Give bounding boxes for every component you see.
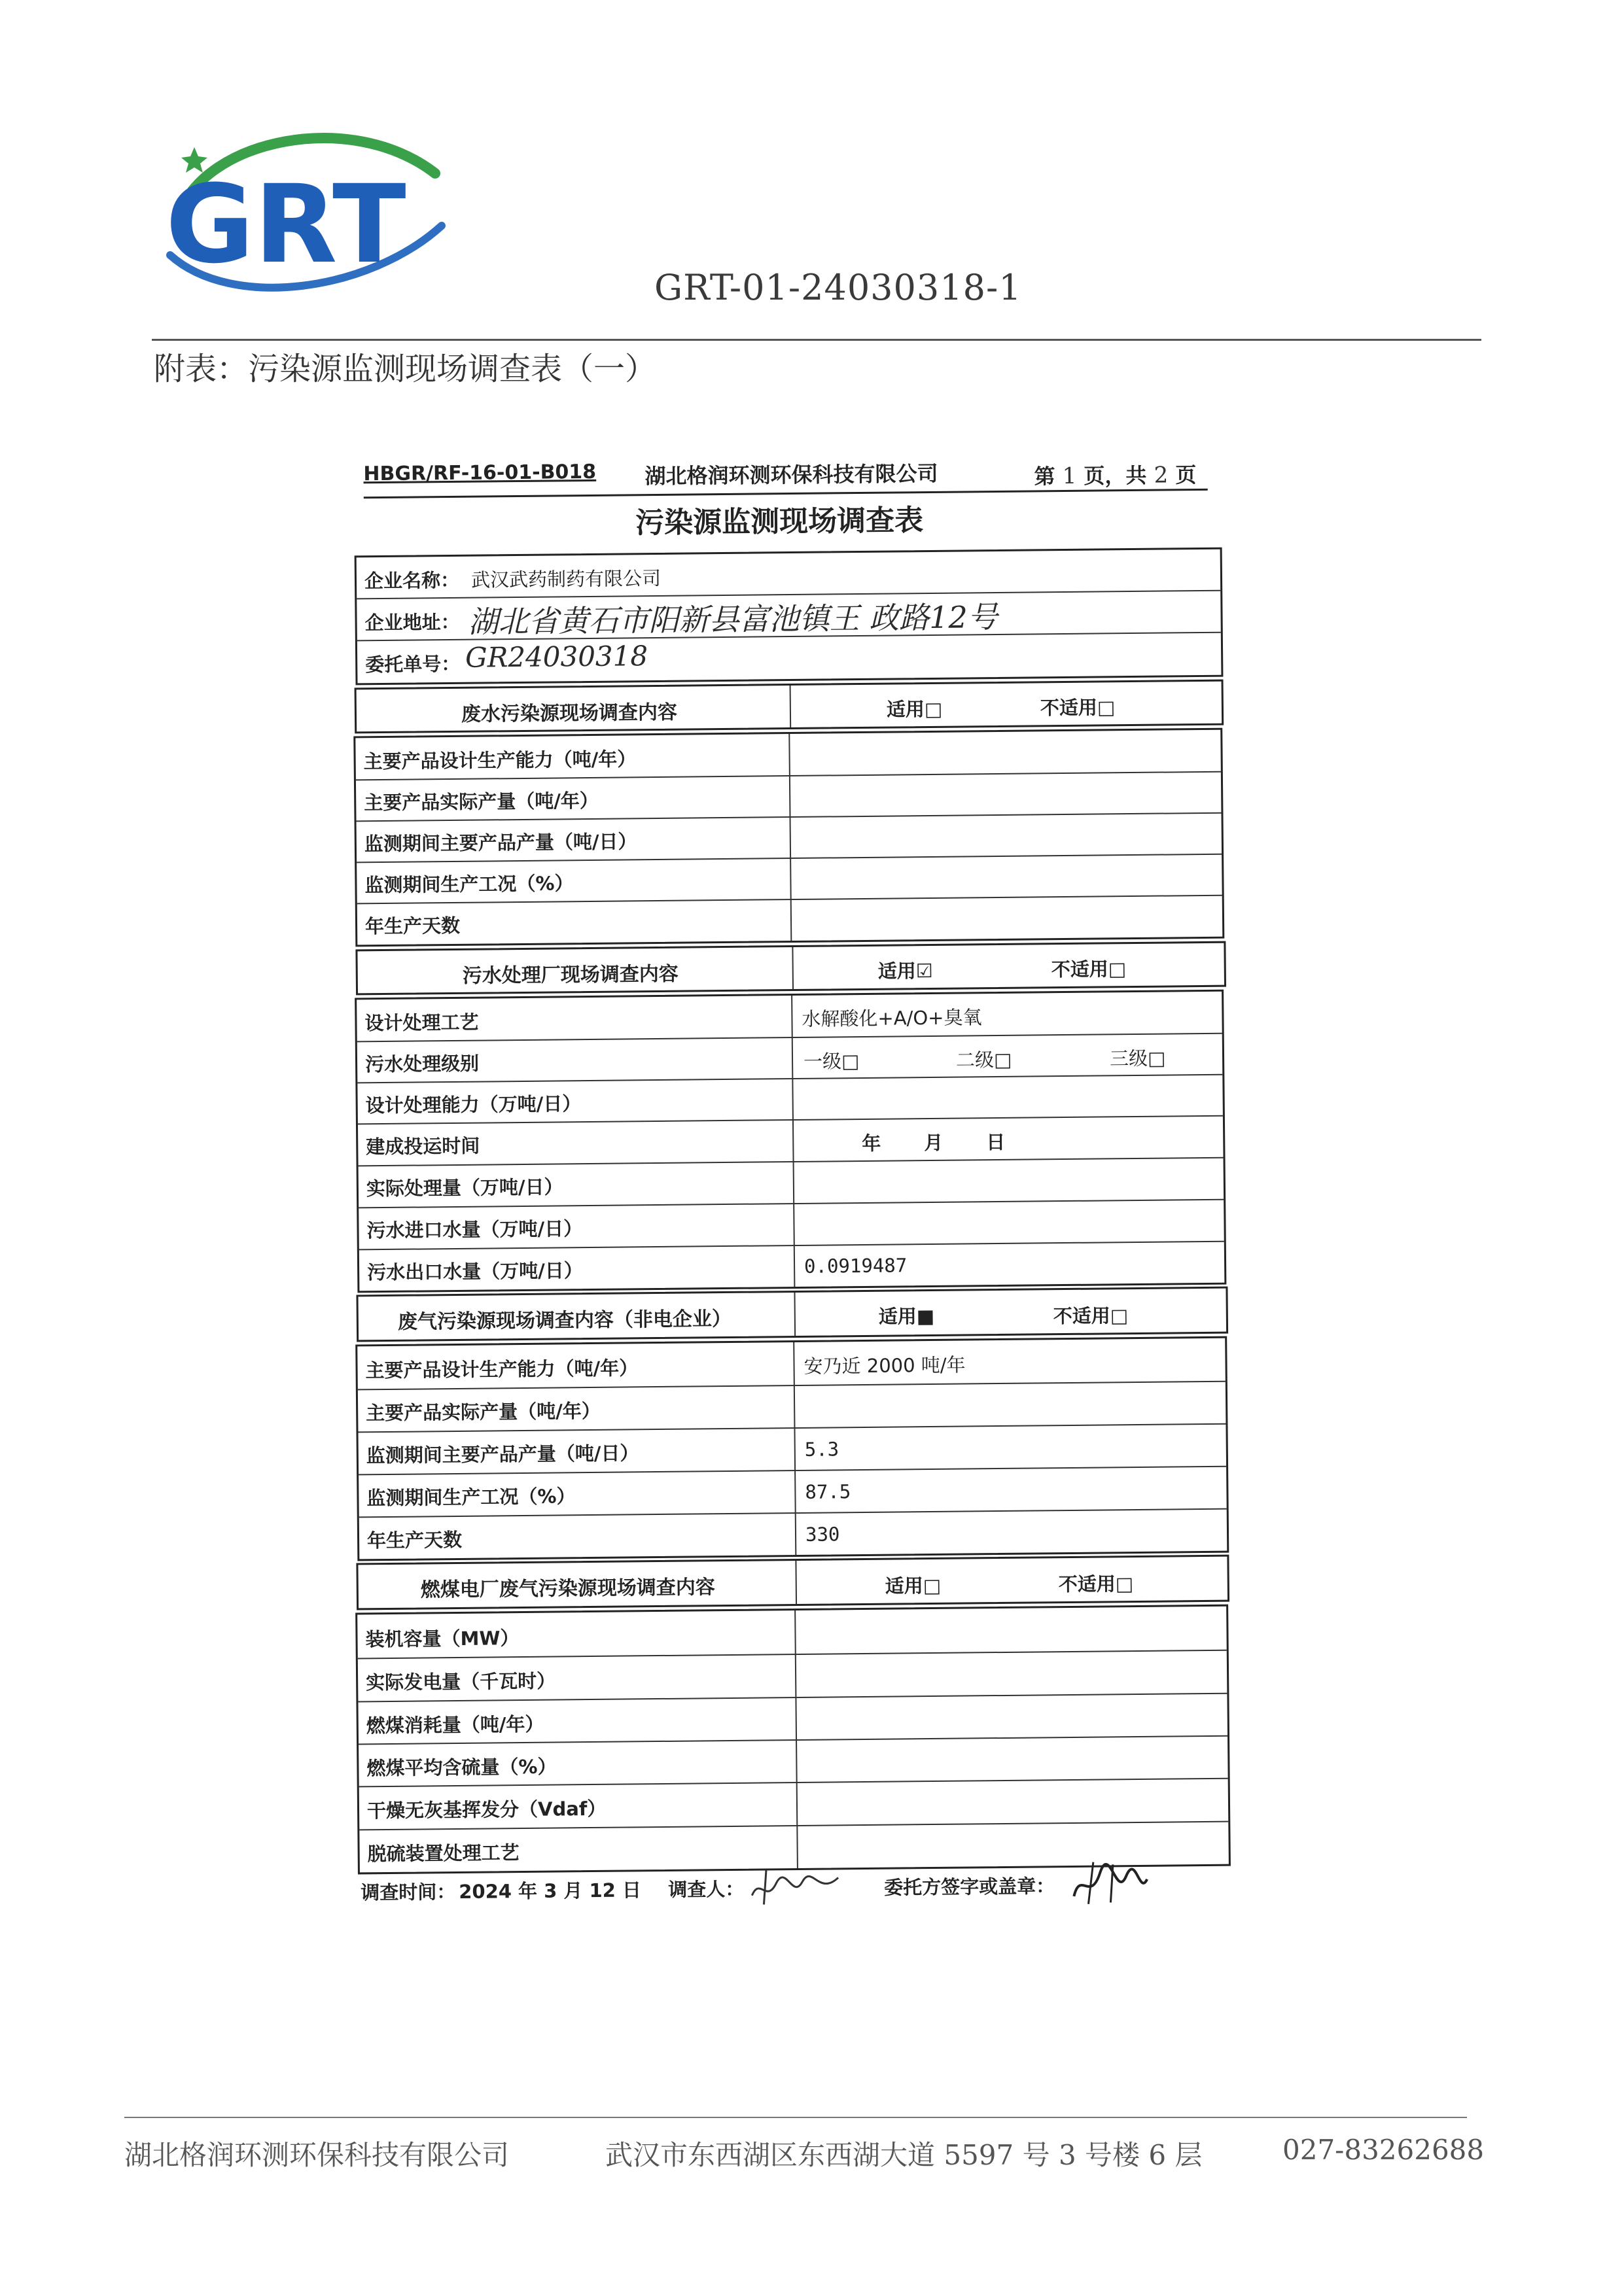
order-number-value: GR24030318 bbox=[465, 640, 648, 674]
coal-plant-not-applicable: 不适用□ bbox=[1058, 1573, 1134, 1596]
enterprise-address-label: 企业地址： bbox=[364, 610, 460, 635]
order-number-row bbox=[357, 632, 1222, 684]
row-label: 燃煤消耗量（吨/年） bbox=[366, 1713, 544, 1737]
wastewater-applicable: 适用□ bbox=[886, 697, 943, 721]
client-signature bbox=[1067, 1856, 1153, 1909]
level-option-3: 三级□ bbox=[1109, 1047, 1166, 1070]
sewage-plant-not-applicable: 不适用□ bbox=[1051, 958, 1127, 981]
footer-company: 湖北格润环测环保科技有限公司 bbox=[124, 2139, 510, 2171]
company-logo bbox=[154, 114, 468, 304]
row-label: 年生产天数 bbox=[364, 914, 461, 938]
page-total: 2 bbox=[1154, 462, 1169, 489]
coal-plant-table bbox=[355, 1605, 1231, 1875]
table-row bbox=[357, 895, 1223, 945]
row-label: 干燥无灰基挥发分（Vdaf） bbox=[366, 1797, 607, 1822]
client-signature-label: 委托方签字或盖章： bbox=[884, 1875, 1055, 1899]
investigator-signature bbox=[747, 1863, 845, 1909]
level-option-2: 二级□ bbox=[955, 1048, 1012, 1071]
survey-form bbox=[314, 436, 1258, 1917]
footer-phone: 027-83262688 bbox=[1282, 2134, 1485, 2166]
col-divider bbox=[795, 1561, 797, 1604]
waste-gas-not-applicable: 不适用□ bbox=[1053, 1304, 1129, 1328]
page-prefix: 第 bbox=[1034, 464, 1055, 489]
row-label: 实际处理量（万吨/日） bbox=[366, 1175, 563, 1200]
coal-plant-section bbox=[356, 1555, 1229, 1610]
survey-date-label: 调查时间： bbox=[361, 1881, 456, 1904]
wastewater-section bbox=[355, 680, 1224, 734]
row-label: 主要产品设计生产能力（吨/年） bbox=[365, 1357, 639, 1382]
row-label: 污水出口水量（万吨/日） bbox=[366, 1259, 583, 1284]
waste-gas-table bbox=[355, 1336, 1229, 1561]
footer-divider bbox=[124, 2117, 1467, 2118]
level-option-1: 一级□ bbox=[803, 1050, 860, 1073]
row-value: 5.3 bbox=[804, 1438, 839, 1461]
page-mid: 页，共 bbox=[1084, 462, 1147, 489]
form-page-indicator bbox=[1034, 459, 1196, 490]
row-label: 实际发电量（千瓦时） bbox=[366, 1669, 556, 1694]
survey-date-value: 2024 年 3 月 12 日 bbox=[459, 1879, 642, 1903]
col-divider bbox=[792, 947, 794, 989]
row-value: 安乃近 2000 吨/年 bbox=[803, 1353, 966, 1378]
row-label: 燃煤平均含硫量（%） bbox=[366, 1755, 557, 1780]
enterprise-name-value: 武汉武药制药有限公司 bbox=[470, 566, 662, 591]
waste-gas-applicable: 适用■ bbox=[878, 1304, 935, 1328]
enterprise-info-section bbox=[355, 548, 1224, 686]
row-label: 建成投运时间 bbox=[366, 1134, 480, 1158]
sewage-plant-table bbox=[355, 990, 1226, 1293]
coal-plant-applicable: 适用□ bbox=[885, 1574, 942, 1597]
document-number: GRT-01-24030318-1 bbox=[654, 267, 1022, 308]
row-label: 污水进口水量（万吨/日） bbox=[366, 1217, 583, 1242]
wastewater-header: 废水污染源现场调查内容 bbox=[461, 701, 678, 726]
page-suffix: 页 bbox=[1175, 462, 1197, 488]
row-label: 监测期间主要产品产量（吨/日） bbox=[364, 830, 637, 856]
enterprise-address-value: 湖北省黄石市阳新县富池镇王 政路12号 bbox=[468, 599, 998, 640]
row-label: 装机容量（MW） bbox=[365, 1627, 520, 1651]
sewage-plant-header: 污水处理厂现场调查内容 bbox=[462, 962, 679, 988]
row-label: 污水处理级别 bbox=[364, 1052, 480, 1076]
wastewater-table bbox=[353, 728, 1224, 947]
form-title: 污染源监测现场调查表 bbox=[635, 504, 924, 540]
row-label: 主要产品设计生产能力（吨/年） bbox=[363, 748, 637, 773]
row-label: 脱硫装置处理工艺 bbox=[367, 1841, 520, 1866]
row-value: 330 bbox=[805, 1523, 840, 1546]
row-label: 设计处理能力（万吨/日） bbox=[365, 1092, 582, 1117]
row-value: 87.5 bbox=[805, 1480, 851, 1503]
form-footer bbox=[361, 1855, 1251, 1916]
wastewater-not-applicable: 不适用□ bbox=[1040, 696, 1116, 720]
sewage-plant-applicable: 适用☑ bbox=[877, 959, 933, 983]
row-label: 设计处理工艺 bbox=[364, 1011, 479, 1035]
table-row bbox=[359, 1241, 1225, 1291]
row-label: 监测期间生产工况（%） bbox=[364, 872, 574, 897]
logo-text: GRT bbox=[166, 162, 406, 287]
row-label: 主要产品实际产量（吨/年） bbox=[366, 1399, 601, 1425]
table-row bbox=[359, 1508, 1227, 1559]
col-divider bbox=[790, 686, 792, 727]
row-label: 主要产品实际产量（吨/年） bbox=[364, 789, 599, 814]
col-divider bbox=[794, 1293, 796, 1336]
sewage-plant-section bbox=[355, 941, 1226, 996]
waste-gas-section bbox=[356, 1287, 1228, 1342]
footer-address: 武汉市东西湖区东西湖大道 5597 号 3 号楼 6 层 bbox=[605, 2139, 1203, 2171]
row-value: 0.0919487 bbox=[803, 1254, 908, 1278]
date-day: 日 bbox=[986, 1130, 1006, 1154]
date-month: 月 bbox=[924, 1131, 944, 1155]
enterprise-name-label: 企业名称： bbox=[364, 568, 460, 593]
row-label: 监测期间生产工况（%） bbox=[366, 1485, 576, 1510]
form-company: 湖北格润环测环保科技有限公司 bbox=[644, 461, 938, 489]
date-year: 年 bbox=[862, 1132, 881, 1155]
row-label: 监测期间主要产品产量（吨/日） bbox=[366, 1442, 639, 1467]
waste-gas-header: 废气污染源现场调查内容（非电企业） bbox=[397, 1307, 732, 1334]
page-current: 1 bbox=[1062, 462, 1077, 490]
row-value: 水解酸化+A/O+臭氧 bbox=[802, 1006, 982, 1030]
annex-title: 附表：污染源监测现场调查表（一） bbox=[154, 351, 657, 387]
row-label: 年生产天数 bbox=[366, 1528, 463, 1552]
order-number-label: 委托单号： bbox=[365, 652, 461, 676]
coal-plant-header: 燃煤电厂废气污染源现场调查内容 bbox=[420, 1576, 715, 1602]
investigator-label: 调查人： bbox=[668, 1877, 745, 1901]
form-code: HBGR/RF-16-01-B018 bbox=[363, 460, 597, 486]
header-divider bbox=[152, 339, 1481, 341]
